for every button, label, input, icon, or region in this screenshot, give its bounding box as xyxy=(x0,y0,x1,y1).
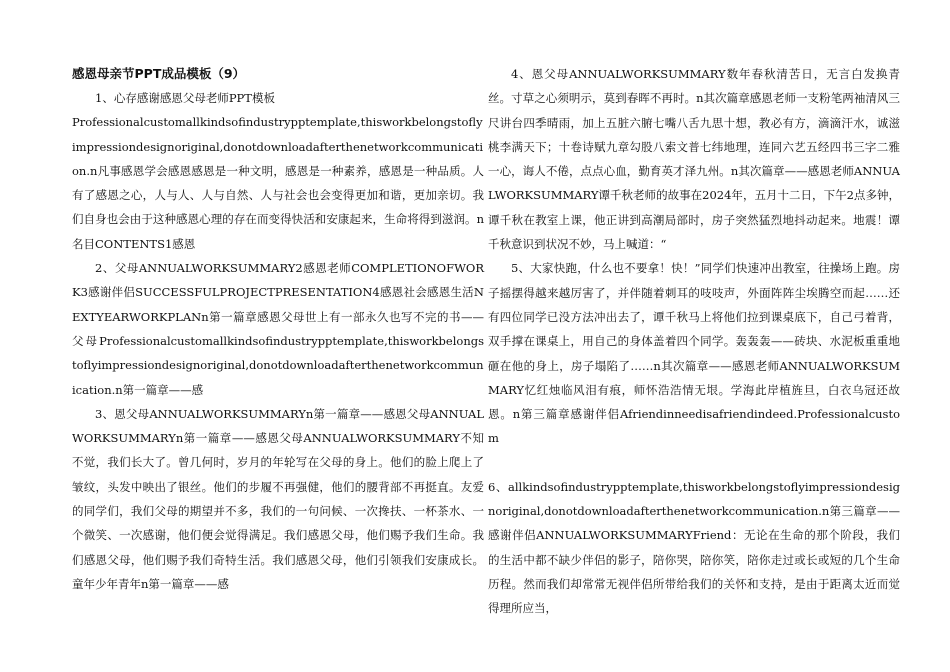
document-title: 感恩母亲节PPT成品模板（9） xyxy=(72,66,246,81)
paragraph-1-body: Professionalcustomallkindsofindustrypptemplate,thisworkbelongstoflyimpressiondesignoriginal,donotdownloadafterthenetworkcommunication.n凡事感恩学会感恩感恩是一种文明，感恩是一种素养，感恩是一种品质。人有了感恩之心，人与人、人与自然、人与社会也会变得更加和谐，更加亲切。我们自身也会由于这种感恩心理的存在而变得快活和安康起来，生命将得到滋润。n名目CONTENTS1感恩 xyxy=(72,115,484,251)
paragraph-gap xyxy=(488,451,900,475)
paragraph-6: 6、allkindsofindustrypptemplate,thisworkbelongstoflyimpressiondesignoriginal,donotdownloadafterthenetworkcommunication.n第三篇章——感谢伴侣ANNUALWORKSUMMARYFriend：无论在生命的那个阶段，我们的生活中都不缺少伴侣的影子，陪你哭，陪你笑，陪你走过或长或短的几个生命历程。然而我们却常常无视伴侣所带给我们的关怀和支持，是由于距离太近而觉得理所应当， xyxy=(488,479,900,616)
right-column xyxy=(488,62,900,621)
paragraph-5: 5、大家快跑，什么也不要拿！快！”同学们快速冲出教室，往操场上跑。房子摇摆得越来越厉害了，并伴随着刺耳的吱吱声，外面阵阵尘埃腾空而起……还有四位同学已没方法冲出去了，谭千秋马上将他们拉到课桌底下，自己弓着背，双手撑在课桌上，用自己的身体盖着四个同学。轰轰轰——砖块、水泥板重重地砸在他的身上，房子塌陷了……n其次篇章——感恩老师ANNUALWORKSUMMARY忆红烛临风泪有痕，师怀浩浩情无垠。学海此岸植旌旦，白衣乌冠还故恩。n第三篇章感谢伴侣Afriendinneedisafriendindeed.Professionalcustom xyxy=(488,261,900,446)
paragraph-4: 4、恩父母ANNUALWORKSUMMARY数年春秋清苦日，无言白发换青丝。寸草之心须明示，莫到春晖不再时。n其次篇章感恩老师一支粉笔两袖清风三尺讲台四季晴雨，加上五脏六腑七嘴八舌九思十想，教必有方，滴滴汗水，诚滋桃李满天下；十卷诗赋九章勾股八索文普七纬地理，连同六艺五经四书三字二雅一心，诲人不倦，点点心血，勤育英才泽九州。n其次篇章——感恩老师ANNUALWORKSUMMARY谭千秋老师的故事在2024年，五月十二日，下午2点多钟，谭千秋在教室上课，他正讲到高潮局部时，房子突然猛烈地抖动起来。地震！谭千秋意识到状况不妙，马上喊道：“ xyxy=(488,67,900,252)
paragraph-1: 1、心存感谢感恩父母老师PPT模板 xyxy=(95,91,275,105)
paragraph-2: 2、父母ANNUALWORKSUMMARY2感恩老师COMPLETIONOFWORK3感谢伴侣SUCCESSFULPROJECTPRESENTATION4感恩社会感恩生活NEXTYEARWORKPLANn第一篇章感恩父母世上有一部永久也写不完的书——父母Professionalcustomallkindsofindustrypptemplate,thisworkbelongstoflyimpressiondesignoriginal,donotdownloadafterthenetworkcommunication.n第一篇章——感 xyxy=(72,261,484,397)
left-column xyxy=(72,62,484,596)
paragraph-3: 3、恩父母ANNUALWORKSUMMARYn第一篇章——感恩父母ANNUALWORKSUMMARYn第一篇章——感恩父母ANNUALWORKSUMMARY不知不觉，我们长大了。曾几何时，岁月的年轮写在父母的身上。他们的脸上爬上了皱纹，头发中映出了银丝。他们的步履不再强健，他们的腰背部不再挺直。友爱的同学们，我们父母的期望并不多，我们的一句问候、一次搀扶、一杯茶水、一个微笑、一次感谢，他们便会觉得满足。我们感恩父母，他们赐予我们生命。我们感恩父母，他们赐予我们奇特生活。我们感恩父母，他们引领我们安康成长。童年少年青年n第一篇章——感 xyxy=(72,406,484,591)
